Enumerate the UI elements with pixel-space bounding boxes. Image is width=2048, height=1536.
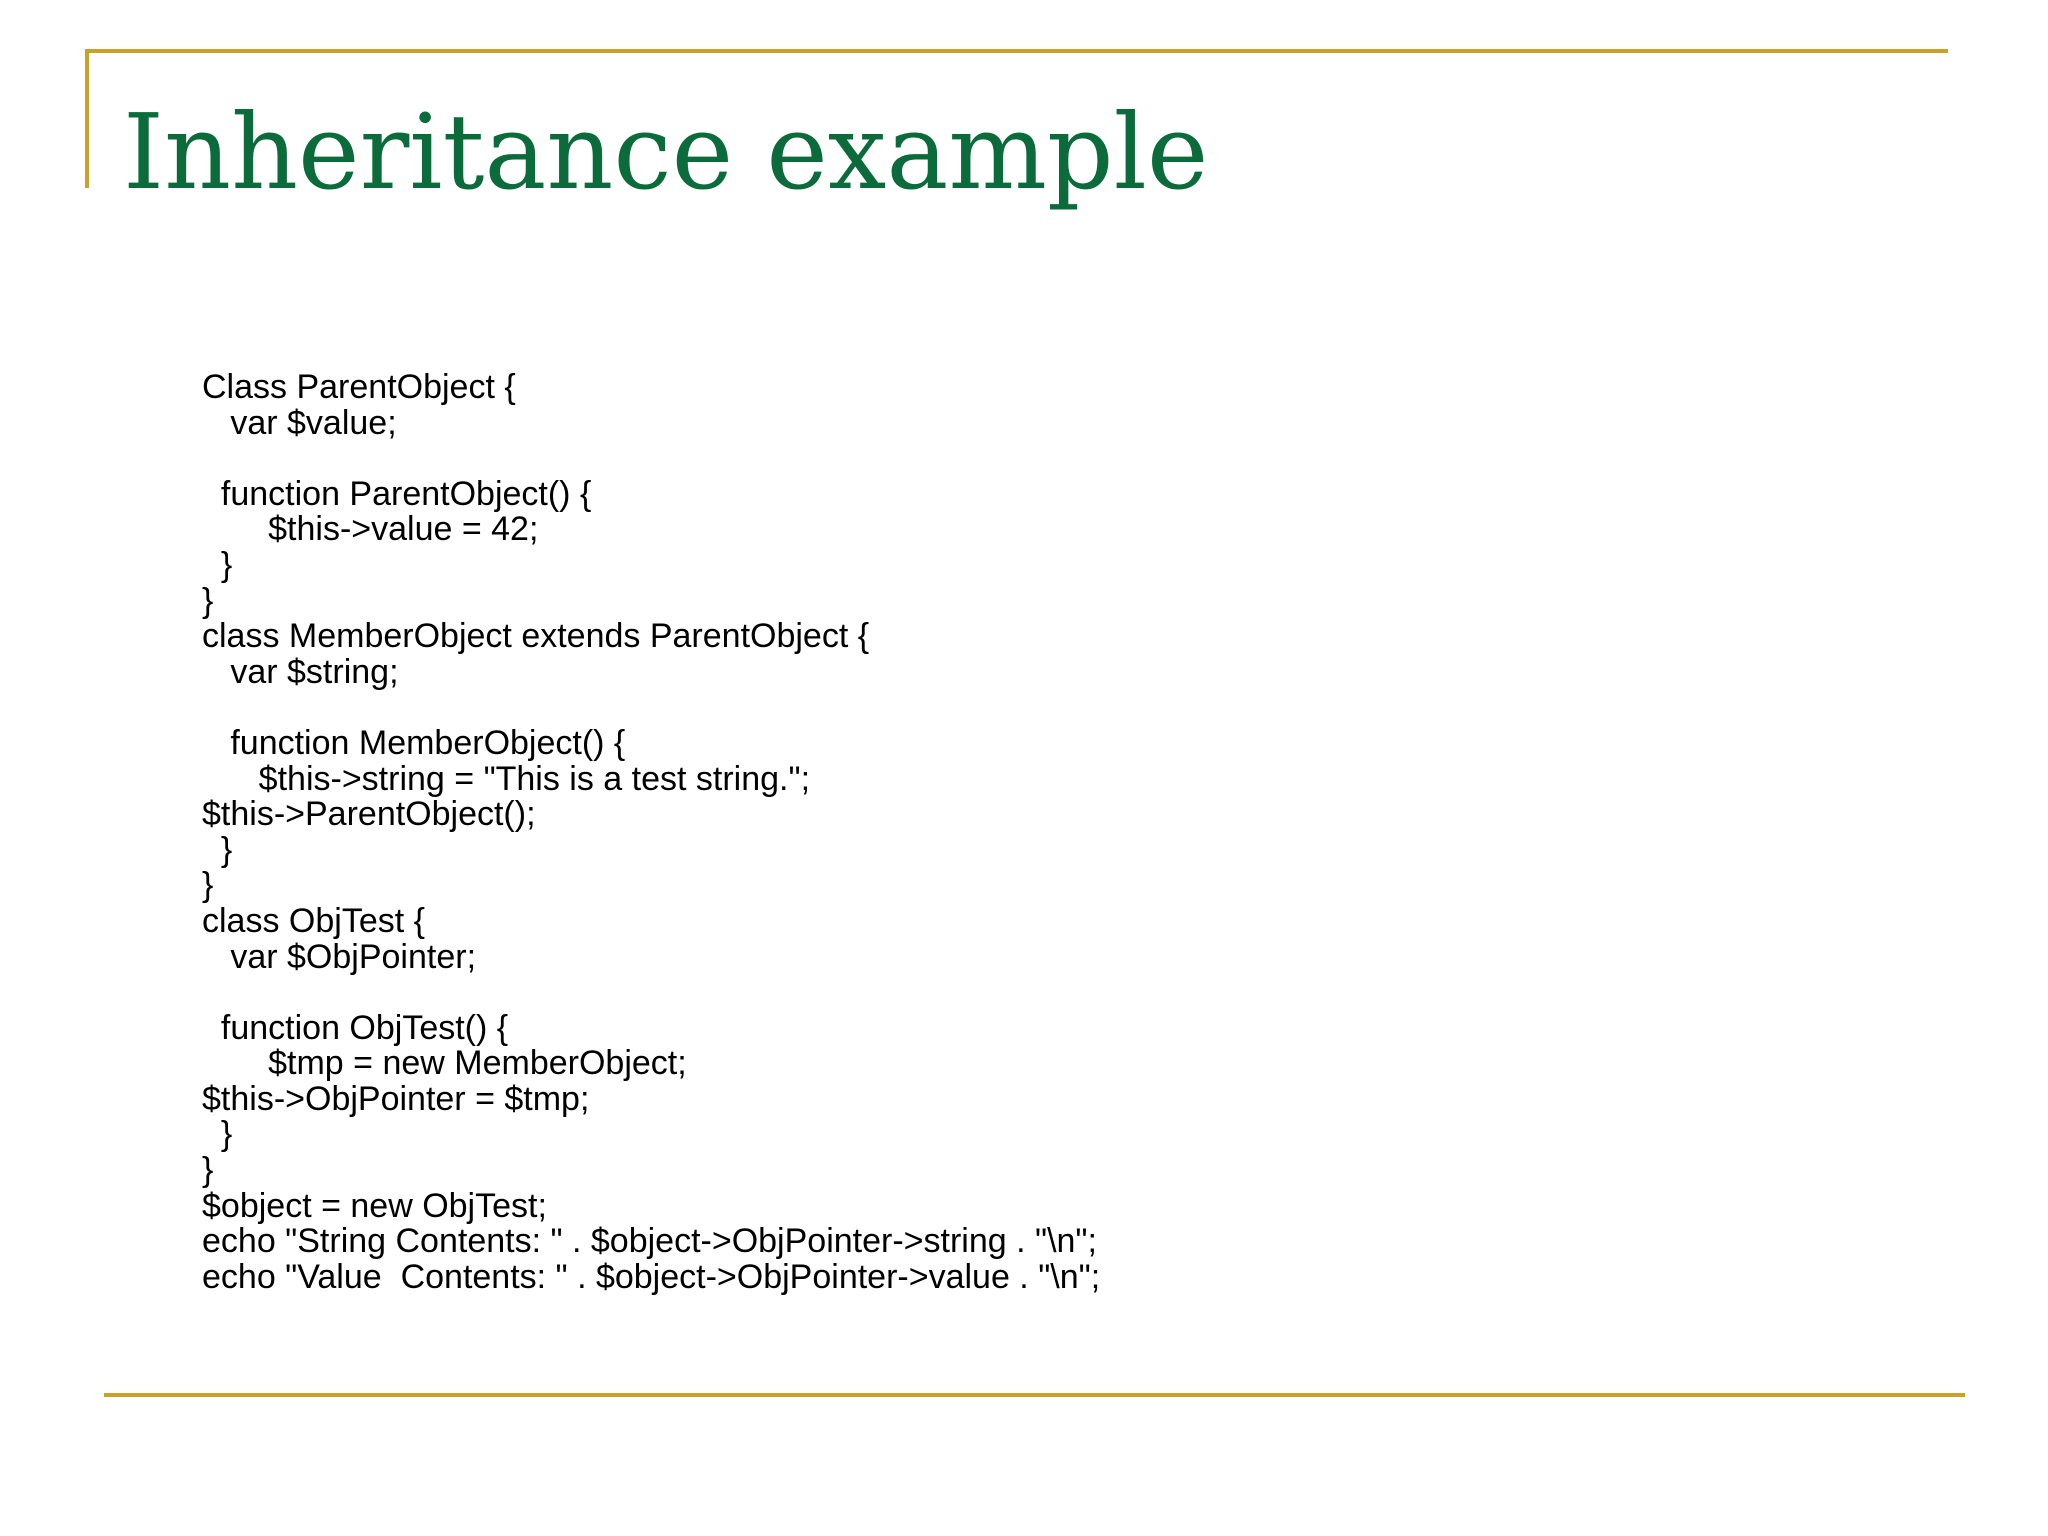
code-line: Class ParentObject { — [202, 368, 516, 406]
code-line: } — [202, 1151, 214, 1190]
code-line: $object = new ObjTest; — [202, 1186, 547, 1225]
bottom-decorative-rule — [104, 1393, 1965, 1397]
code-line: $tmp = new MemberObject; — [202, 1044, 687, 1083]
code-line: $this->ObjPointer = $tmp; — [202, 1079, 590, 1118]
code-line: function MemberObject() { — [202, 723, 626, 762]
code-line: } — [202, 866, 214, 905]
code-line: } — [202, 1115, 233, 1154]
code-line: var $string; — [202, 652, 399, 691]
top-decorative-rule — [85, 49, 1948, 53]
code-line: $this->ParentObject(); — [202, 795, 536, 834]
code-line: $this->string = "This is a test string."; — [202, 759, 811, 798]
code-line: } — [202, 830, 233, 869]
slide-title: Inheritance example — [123, 91, 1209, 213]
code-line: $this->value = 42; — [202, 510, 539, 549]
code-line: class MemberObject extends ParentObject { — [202, 617, 870, 656]
code-line: echo "Value Contents: " . $object->ObjPointer->value . "\n"; — [202, 1257, 1101, 1296]
code-line: class ObjTest { — [202, 901, 425, 940]
code-line: var $value; — [202, 403, 397, 442]
code-line: var $ObjPointer; — [202, 937, 477, 976]
code-line: function ParentObject() { — [202, 474, 592, 513]
top-left-corner-rule — [85, 49, 89, 188]
code-line: } — [202, 581, 214, 620]
code-line — [202, 441, 1100, 477]
code-line — [202, 975, 1100, 1011]
code-line: } — [202, 545, 233, 584]
code-block — [202, 370, 1100, 1295]
code-line: function ObjTest() { — [202, 1008, 509, 1047]
code-line: echo "String Contents: " . $object->ObjPointer->string . "\n"; — [202, 1222, 1097, 1261]
code-line — [202, 690, 1100, 726]
